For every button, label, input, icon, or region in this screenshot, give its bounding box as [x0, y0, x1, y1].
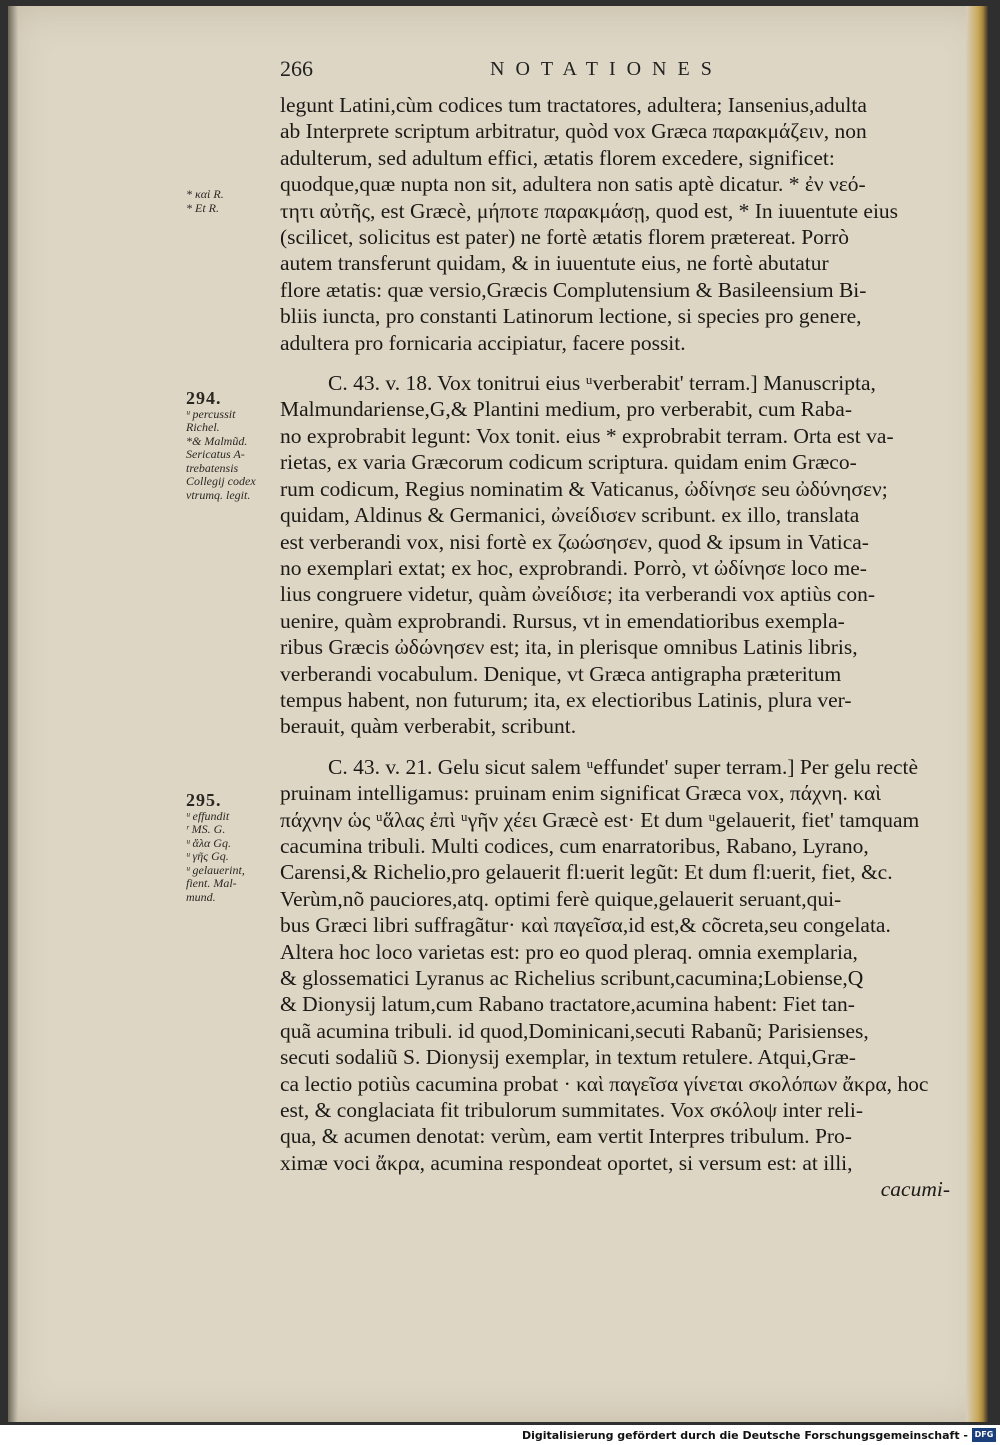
text-line: secuti sodaliũ S. Dionysij exemplar, in textum retulere. Atqui,Græ-	[280, 1045, 856, 1070]
page-header	[280, 56, 940, 92]
margin-line: * Et R.	[186, 200, 219, 215]
text-line: Verùm,nõ pauciores,atq. optimi ferè quique,gelauerit seruant,qui-	[280, 886, 842, 911]
text-line: pruinam intelligamus: pruinam enim significat Græca vox, πάχνη. καὶ	[280, 781, 881, 806]
margin-note-294	[186, 388, 286, 502]
page-fore-edge	[966, 6, 988, 1422]
margin-note-1	[186, 188, 286, 215]
text-line: bus Græci libri suffragãtur· καὶ παγεῖσα,id est,& cõcreta,seu congelata.	[280, 913, 891, 938]
text-line: Carensi,& Richelio,pro gelauerit fl:uerit legũt: Et dum fl:uerit, fiet, &c.	[280, 860, 893, 885]
text-line: Altera hoc loco varietas est: pro eo quod pleraq. omnia exemplaria,	[280, 939, 858, 964]
text-line: τητι αὐτῆς, est Græcè, μήποτε παρακμάσῃ, quod est, * In iuuentute eius	[280, 198, 899, 223]
catchword: cacumi-	[880, 1177, 950, 1202]
text-line: berauit, quàm verberabit, scribunt.	[280, 714, 577, 739]
text-line: & Dionysij latum,cum Rabano tractatore,acumina habent: Fiet tan-	[280, 992, 855, 1017]
text-line: est, & conglaciata fit tribulorum summitates. Vox σκόλοψ inter reli-	[280, 1098, 864, 1123]
margin-line: ᵘ percussit	[186, 406, 236, 421]
text-line: & glossematici Lyranus ac Richelius scribunt,cacumina;Lobiense,Q	[280, 966, 864, 990]
text-line: verberandi vocabulum. Denique, vt Græca antigrapha præteritum	[280, 661, 842, 686]
dfg-logo-icon: DFG	[972, 1428, 996, 1442]
text-line: bliis iuncta, pro constanti Latinorum lectione, si species pro genere,	[280, 304, 862, 329]
text-line: ca lectio potiùs cacumina probat · καὶ παγεῖσα γίνεται σκολόπων ἄκρα, hoc	[280, 1071, 929, 1096]
text-line: cacumina tribuli. Multi codices, cum enarratoribus, Rabano, Lyrano,	[280, 833, 869, 858]
text-line: est verberandi vox, nisi fortè ex ζωώσησεν, quod & ipsum in Vatica-	[280, 529, 869, 554]
text-line: C. 43. v. 18. Vox tonitrui eius ᵘverberabit' terram.] Manuscripta,	[328, 371, 876, 396]
margin-line: * καὶ R.	[186, 187, 224, 201]
text-line: no exprobrabit legunt: Vox tonit. eius * exprobrabit terram. Orta est va-	[280, 423, 894, 448]
text-line: qua, & acumen denotat: verùm, eam vertit Interpres tribulum. Pro-	[280, 1124, 852, 1149]
margin-line: ᵘ γῆς Gq.	[186, 849, 229, 863]
margin-line: trebatensis	[186, 460, 239, 475]
text-line: Malmundariense,G,& Plantini medium, pro verberabit, cum Raba-	[280, 397, 852, 422]
text-line: uenire, quàm exprobrandi. Rursus, vt in emendatioribus exempla-	[280, 608, 845, 633]
text-line: flore ætatis: quæ versio,Græcis Complutensium & Basileensium Bi-	[280, 277, 867, 302]
main-text-column	[280, 92, 950, 1203]
page-number: 266	[280, 56, 313, 81]
gutter-shadow	[8, 6, 18, 1422]
margin-line: ᵘ ἅλα Gq.	[186, 835, 231, 850]
text-line: ab Interprete scriptum arbitratur, quòd vox Græca παρακμάζειν, non	[280, 119, 867, 144]
text-line: (scilicet, solicitus est pater) ne fortè ætatis florem prætereat. Porrò	[280, 225, 849, 250]
text-line: rietas, ex varia Græcorum codicum scriptura. quidam enim Græco-	[280, 450, 857, 475]
text-line: adultera pro fornicaria accipiatur, facere possit.	[280, 330, 686, 355]
text-line: lius congruere videtur, quàm ὠνείδισε; ita verberandi vox aptiùs con-	[280, 582, 875, 607]
margin-line: Sericatus A-	[186, 447, 245, 461]
margin-line: fient. Mal-	[186, 876, 237, 890]
text-line: adulterum, sed adultum effici, ætatis florem excedere, significet:	[280, 145, 835, 170]
text-line: quã acumina tribuli. id quod,Dominicani,secuti Rabanũ; Parisienses,	[280, 1018, 869, 1043]
margin-line: Collegij codex	[186, 474, 256, 488]
funding-credit: Digitalisierung gefördert durch die Deutsche Forschungsgemeinschaft -	[521, 1429, 968, 1442]
text-line: quidam, Aldinus & Germanici, ὠνείδισεν scribunt. ex illo, translata	[280, 503, 860, 528]
margin-note-295	[186, 790, 286, 904]
margin-line: ᵘ effundit	[186, 808, 230, 823]
running-head: NOTATIONES	[490, 58, 723, 80]
margin-line: *& Malmũd.	[186, 433, 248, 448]
text-line: quodque,quæ nupta non sit, adultera non satis aptè dicatur. * ἐν νεό-	[280, 172, 866, 197]
margin-line: ʳ MS. G.	[186, 822, 226, 836]
text-line: tempus habent, non futurum; ita, ex electioribus Latinis, plura ver-	[280, 687, 852, 712]
text-line: no exemplari extat; ex hoc, exprobrandi. Porrò, vt ὠδίνησε loco me-	[280, 555, 867, 580]
text-line: autem transferunt quidam, & in iuuentute eius, ne fortè abutatur	[280, 251, 829, 276]
text-line: ribus Græcis ὠδώνησεν est; ita, in plerisque omnibus Latinis libris,	[280, 635, 858, 660]
margin-line: ᵘ gelauerint,	[186, 862, 245, 877]
margin-line: mund.	[186, 889, 216, 904]
note-number: 295.	[186, 790, 222, 810]
text-line: ximæ voci ἄκρα, acumina respondeat oportet, si versum est: at illi,	[280, 1150, 853, 1175]
text-line: rum codicum, Regius nominatim & Vaticanus, ὠδίνησε seu ὠδύνησεν;	[280, 476, 888, 501]
text-line: C. 43. v. 21. Gelu sicut salem ᵘeffundet' super terram.] Per gelu rectè	[328, 754, 919, 779]
note-number: 294.	[186, 388, 222, 408]
text-line: πάχνην ὡς ᵘἅλας ἐπὶ ᵘγῆν χέει Græcè est· Et dum ᵘgelauerit, fiet' tamquam	[280, 807, 920, 832]
footer-bar	[0, 1425, 1000, 1445]
margin-line: vtrumq. legit.	[186, 487, 251, 502]
margin-line: Richel.	[186, 420, 220, 434]
text-line: legunt Latini,cùm codices tum tractatores, adultera; Iansenius,adulta	[280, 93, 867, 117]
